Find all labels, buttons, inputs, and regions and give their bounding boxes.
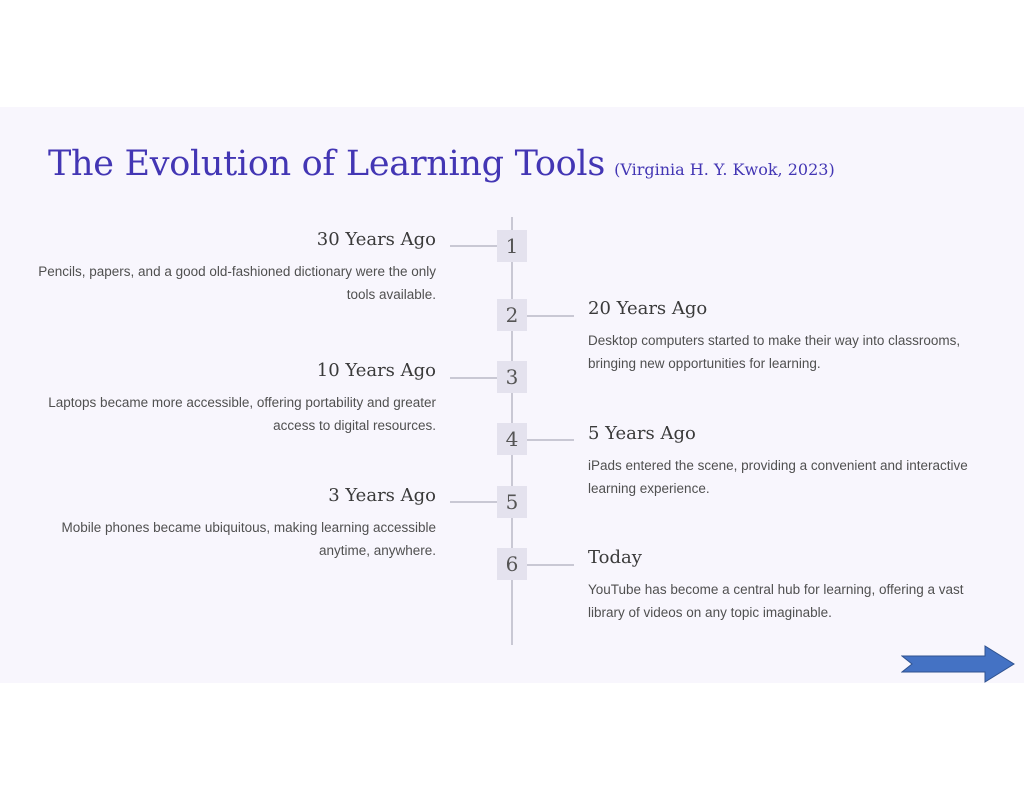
timeline-connector [450,245,497,247]
timeline-connector [527,439,574,441]
timeline-description: Pencils, papers, and a good old-fashioned dictionary were the only tools available. [38,264,436,302]
timeline-heading: 30 Years Ago [316,229,436,250]
title-citation: (Virginia H. Y. Kwok, 2023) [614,160,835,179]
timeline-number-badge: 3 [497,361,527,393]
timeline-heading: 20 Years Ago [588,298,708,319]
timeline-number-badge: 5 [497,486,527,518]
timeline-heading: 5 Years Ago [588,423,696,444]
timeline-heading: 3 Years Ago [328,485,436,506]
title-text: The Evolution of Learning Tools [48,144,605,184]
page-title [48,144,835,184]
timeline-number-badge: 2 [497,299,527,331]
timeline-description: YouTube has become a central hub for learning, offering a vast library of videos on any topic imaginable. [588,582,964,620]
timeline-heading: Today [588,547,642,568]
timeline-description: Laptops became more accessible, offering portability and greater access to digital resources. [48,395,436,433]
timeline-description: Mobile phones became ubiquitous, making learning accessible anytime, anywhere. [61,520,436,558]
timeline-number-badge: 6 [497,548,527,580]
timeline-connector [450,501,497,503]
timeline-connector [450,377,497,379]
timeline-connector [527,315,574,317]
timeline-connector [527,564,574,566]
timeline-description: Desktop computers started to make their way into classrooms, bringing new opportunities for learning. [588,333,961,371]
right-arrow-icon[interactable] [901,645,1017,683]
timeline-number-badge: 1 [497,230,527,262]
timeline-heading: 10 Years Ago [316,360,436,381]
timeline-number-badge: 4 [497,423,527,455]
timeline-description: iPads entered the scene, providing a convenient and interactive learning experience. [588,458,968,496]
